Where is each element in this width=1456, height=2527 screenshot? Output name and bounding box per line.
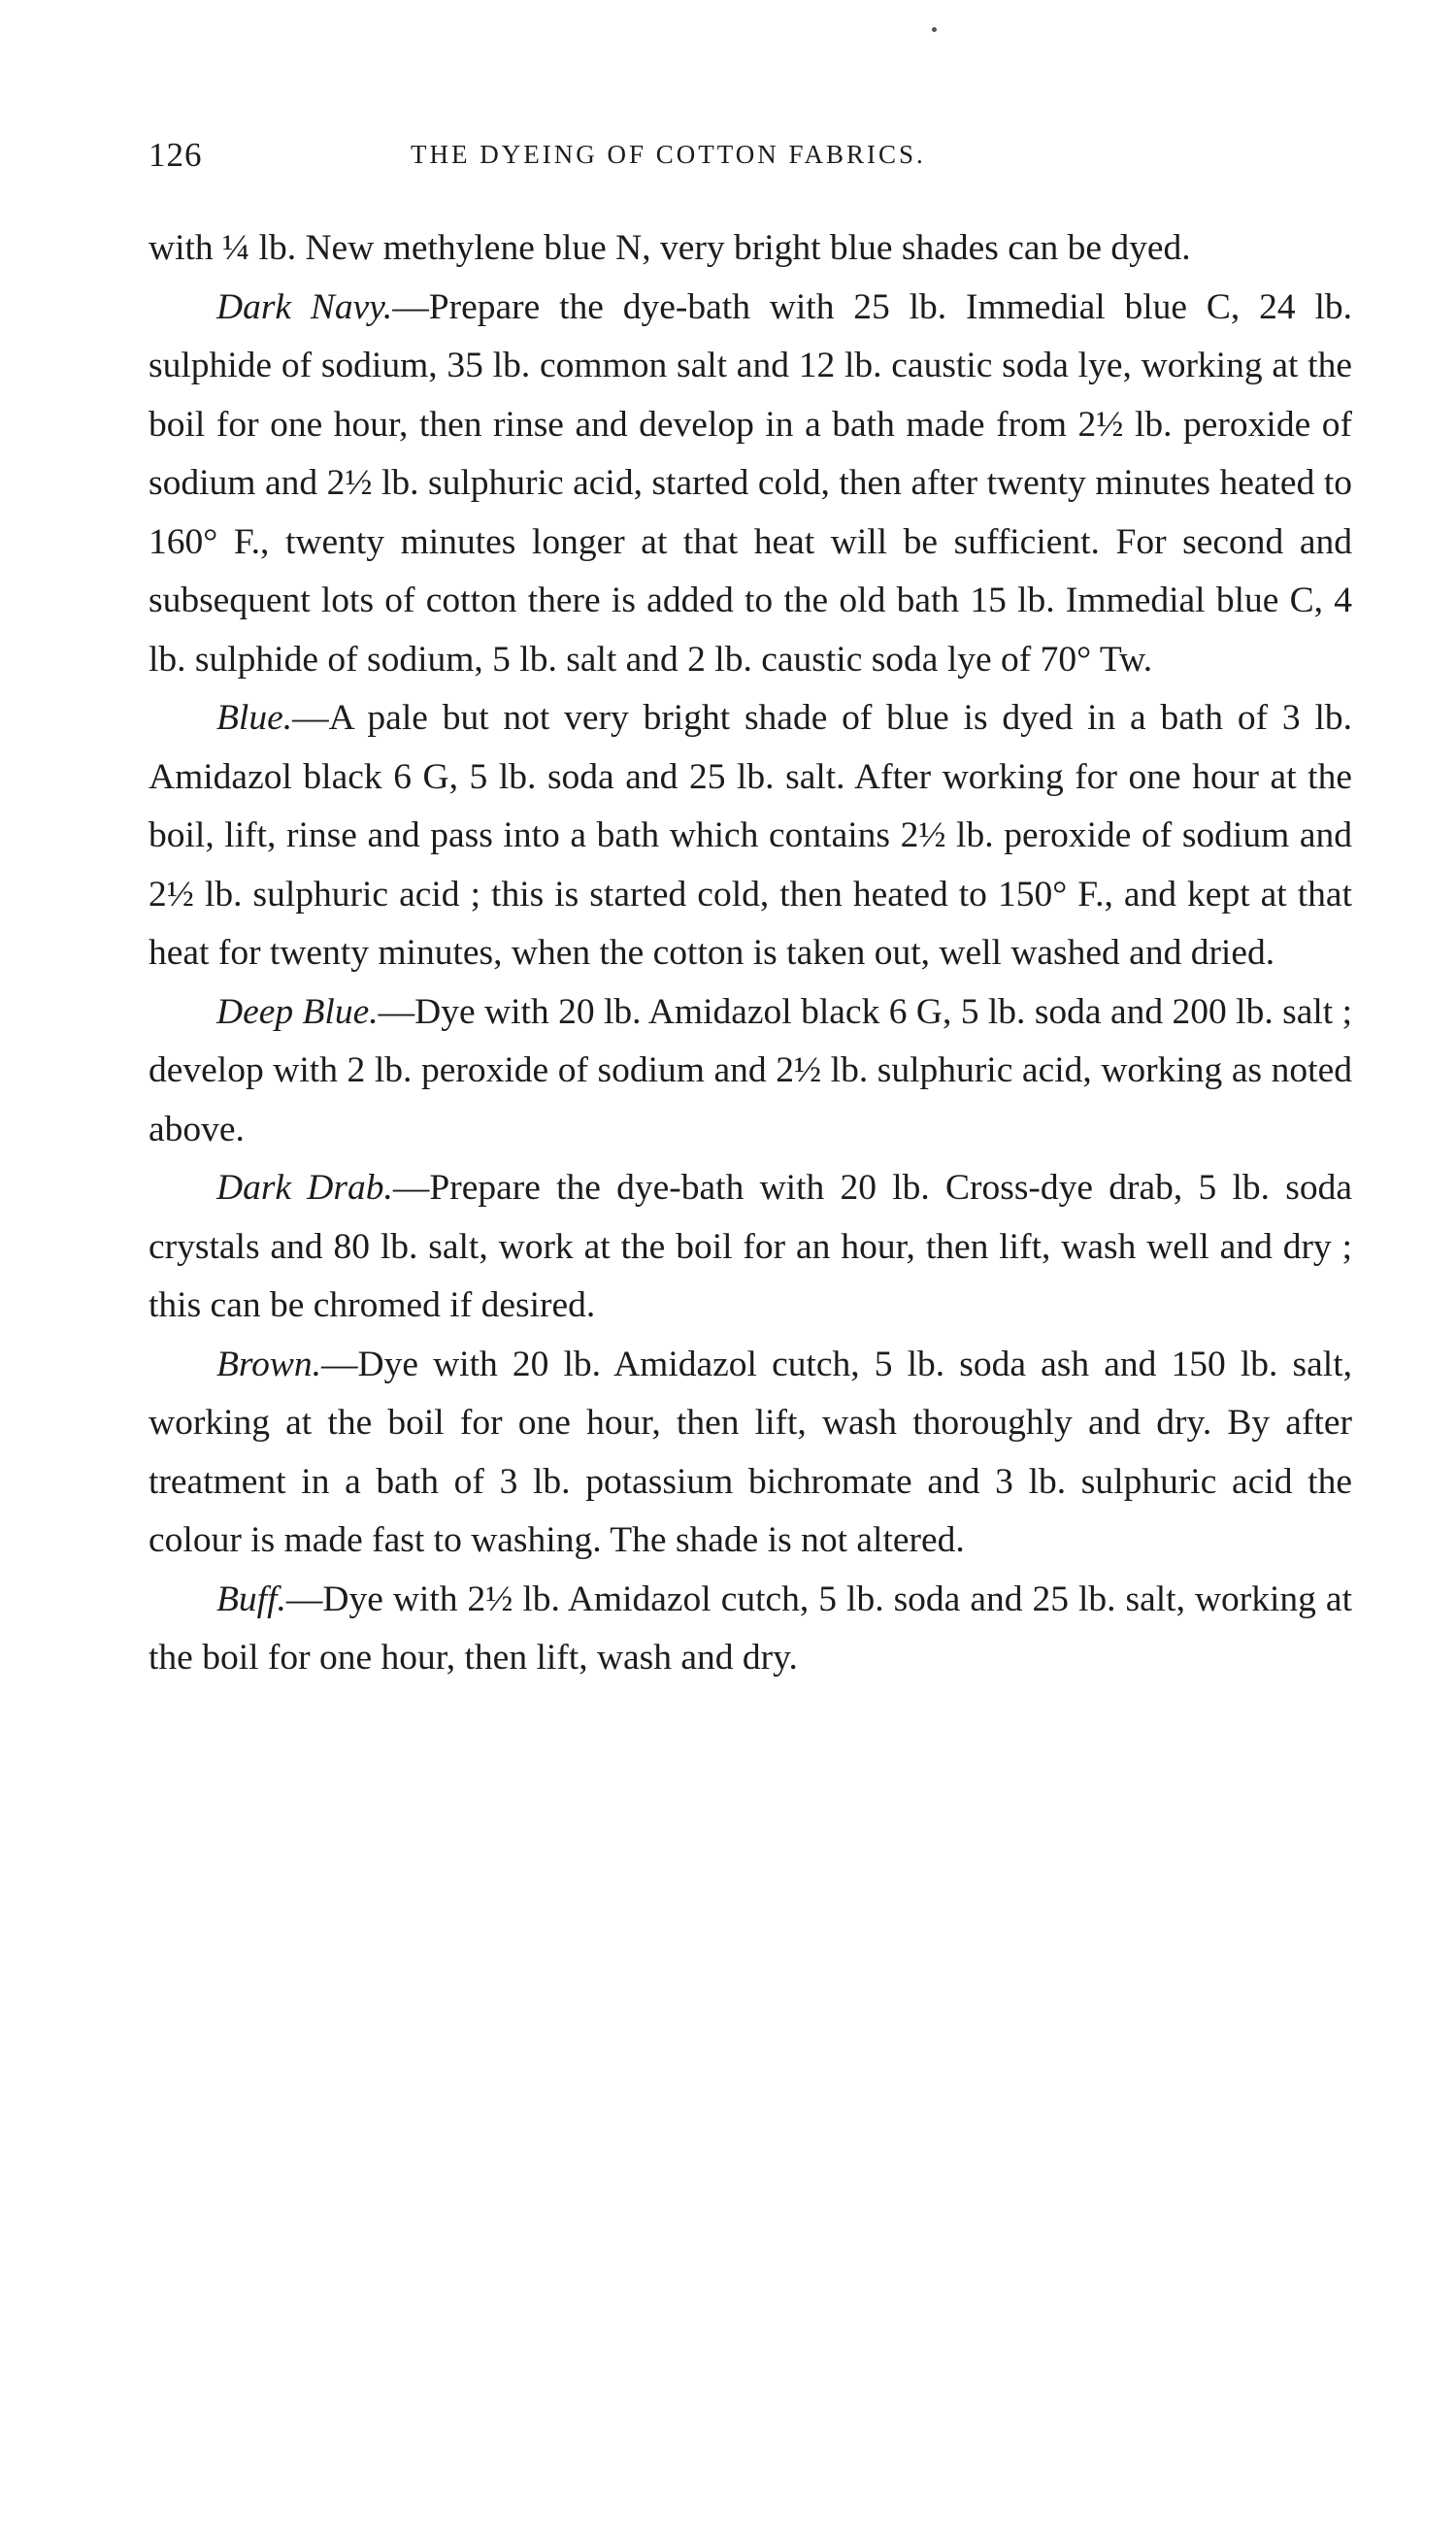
paragraph-lead: Buff.: [216, 1579, 286, 1619]
paragraph-text: —Dye with 2½ lb. Amidazol cutch, 5 lb. soda and 25 lb. salt, working at the boil for one hour, then lift, wash and dry.: [149, 1579, 1352, 1678]
paragraph-dark-navy: [149, 279, 1352, 690]
print-speck: [932, 27, 937, 32]
paragraph-lead: Dark Drab.: [216, 1168, 393, 1208]
paragraph-buff: [149, 1571, 1352, 1688]
paragraph-brown: [149, 1336, 1352, 1571]
paragraph-dark-drab: [149, 1159, 1352, 1336]
paragraph-text: —Prepare the dye-bath with 25 lb. Immedial blue C, 24 lb. sulphide of sodium, 35 lb. common salt and 12 lb. caustic soda lye, working at the boil for one hour, then rinse and develop in a bath made from 2½ lb. peroxide of sodium and 2½ lb. sulphuric acid, started cold, then after twenty minutes heated to 160° F., twenty minutes longer at that heat will be sufficient. For second and subsequent lots of cotton there is added to the old bath 15 lb. Immedial blue C, 4 lb. sulphide of sodium, 5 lb. salt and 2 lb. caustic soda lye of 70° Tw.: [149, 286, 1352, 680]
paragraph-lead: Deep Blue.: [216, 991, 379, 1032]
paragraph-text: with ¼ lb. New methylene blue N, very bright blue shades can be dyed.: [149, 228, 1191, 268]
body-text: [149, 219, 1352, 1688]
paragraph-blue: [149, 689, 1352, 983]
paragraph-continuation: [149, 219, 1352, 279]
paragraph-text: —Dye with 20 lb. Amidazol black 6 G, 5 lb. soda and 200 lb. salt ; develop with 2 lb. peroxide of sodium and 2½ lb. sulphuric acid, working as noted above.: [149, 991, 1353, 1149]
paragraph-lead: Brown.: [216, 1344, 321, 1384]
paragraph-lead: Dark Navy.: [216, 286, 393, 327]
page-number: 126: [149, 136, 203, 174]
paragraph-lead: Blue.: [216, 698, 293, 738]
paragraph-deep-blue: [149, 983, 1352, 1160]
paragraph-text: —A pale but not very bright shade of blue is dyed in a bath of 3 lb. Amidazol black 6 G, 5 lb. soda and 25 lb. salt. After working for one hour at the boil, lift, rinse and pass into a bath which contains 2½ lb. peroxide of sodium and 2½ lb. sulphuric acid ; this is started cold, then heated to 150° F., and kept at that heat for twenty minutes, when the cotton is taken out, well washed and dried.: [149, 698, 1352, 973]
paragraph-text: —Prepare the dye-bath with 20 lb. Cross-dye drab, 5 lb. soda crystals and 80 lb. salt, work at the boil for an hour, then lift, wash well and dry ; this can be chromed if desired.: [149, 1168, 1353, 1325]
paragraph-text: —Dye with 20 lb. Amidazol cutch, 5 lb. soda ash and 150 lb. salt, working at the boil for one hour, then lift, wash thoroughly and dry. By after treatment in a bath of 3 lb. potassium bichromate and 3 lb. sulphuric acid the colour is made fast to washing. The shade is not altered.: [149, 1344, 1352, 1560]
page-header: [149, 136, 1352, 184]
running-title: THE DYEING OF COTTON FABRICS.: [411, 140, 926, 169]
